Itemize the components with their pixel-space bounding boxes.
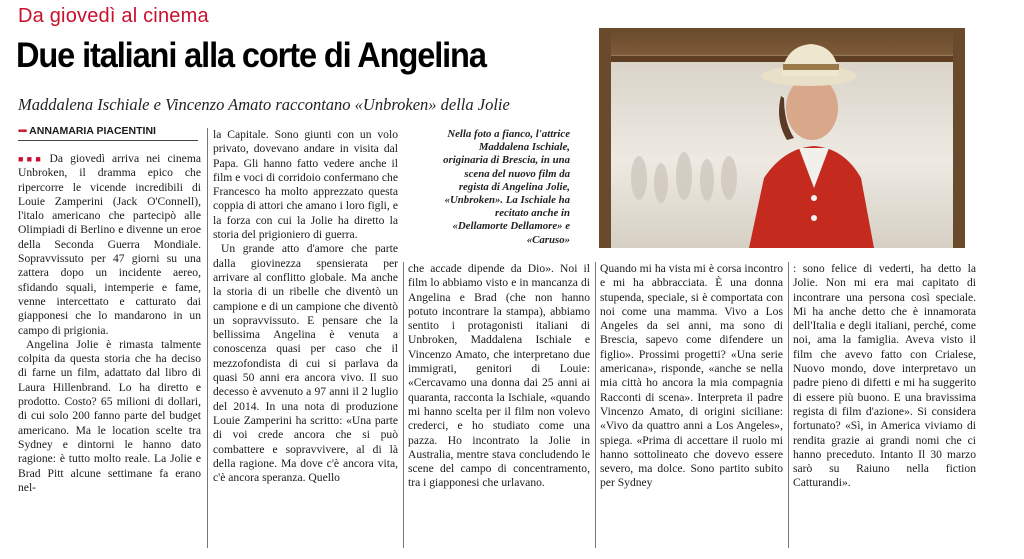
paragraph: : sono felice di vederti, ha detto la Jolie. Non mi era mai capitato di incontrare una persona così speciale. Mi ha anche detto che è innamorata dell'Italia e degli italiani, perché, come noi, ama la famiglia. Aveva visto il film che avevo fatto con Crialese, Nuovo mondo, dove interpretavo un padre pieno di difetti e mi ha suggerito di essere più buono. E una bravissima regista di film d'azione». Si considera fortunato? «Sì, in America viviamo di rendita grazie ai grandi nomi che ci hanno preceduto. Intanto Il 30 marzo sarò su Raiuno nella fiction Catturandi». — [793, 262, 976, 490]
paragraph: che accade dipende da Dio». Noi il film lo abbiamo visto e in mancanza di Angelina e Brad (che non hanno potuto incontrare la stampa), abbiamo sentito i protagonisti italiani di Unbroken, Maddalena Ischiale e Vincenzo Amato, che interpretano due immigrati, genitori di Louie: «Cercavamo una donna dai 25 anni ai quaranta, racconta la Ischiale, «quando mi hanno scelta per il film non volevo crederci, e ho studiato come una pazza. Ho incontrato la Jolie in Australia, mentre stava concludendo le scene del campo di concentramento, tra i giapponesi che urlavano. — [408, 262, 590, 490]
paragraph: Quando mi ha vista mi è corsa incontro e mi ha abbracciata. È una donna stupenda, speciale, si è comportata con noi come una mamma. Vivo a Los Angeles da sei anni, ma sono di Brescia, sapevo come difendere un figlio». Prossimi progetti? «Una serie americana», risponde, «anche se nella mia città ho ancora la mia compagnia Racconti di scena». Interpreta il padre Vincenzo Amato, di origini siciliane: «Vivo da quattro anni a Los Angeles», spiega. «Prima di accettare il ruolo mi hanno sottolineato che dovevo essere severo, ma dolce. Sono partito subito per Sydney — [600, 262, 783, 490]
paragraph: Un grande atto d'amore che parte dalla giovinezza spensierata per arrivare al conflitto globale. Ma anche la storia di un ribelle che diventò un campione e di un campione che diventò un sopravvissuto. E pensare che la bellissima Angelina è venuta a conoscenza quasi per caso che il mezzofondista di cui si parlava da quasi 50 anni era ancora vivo. Il suo decesso è avvenuto a 97 anni il 2 luglio del 2014. In una nota di produzione Louie Zamperini ha scritto: «Una parte di voi crede ancora che si può combattere e sopravvivere, al di là della ragione. Ma dove c'è ancora vita, c'è ancora speranza. Quello — [213, 242, 398, 485]
article-column-4 — [600, 262, 783, 491]
paragraph-marker-icon: ■■■ — [18, 154, 50, 164]
column-divider — [207, 128, 208, 548]
paragraph-text: Da giovedì arriva nei cinema Unbroken, il dramma epico che ripercorre le vicende incredibili di Louie Zamperini (Jack O'Connell), l'italo americano che partecipò alle Olimpiadi di Berlino e divenne un eroe della Seconda Guerra Mondiale. Sopravvissuto per 47 giorni su una zattera dopo un incidente aereo, sfidando squali, intemperie e fame, venne intercettato e catturato dai giapponesi che lo mandarono in un campo di prigionia. — [18, 152, 201, 337]
subtitle: Maddalena Ischiale e Vincenzo Amato raccontano «Unbroken» della Jolie — [18, 95, 510, 114]
byline — [18, 125, 156, 137]
byline-rule — [18, 140, 198, 141]
column-divider — [788, 262, 789, 548]
photo-caption: Nella foto a fianco, l'attrice Maddalena Ischiale, originaria di Brescia, in una scena del nuovo film da regista di Angelina Jolie, «Unbroken». La Ischiale ha recitato anche in «Dellamorte Dellamore» e «Caruso» — [443, 128, 570, 246]
article-column-1 — [18, 152, 201, 495]
byline-marker-icon: ▪▪▪ — [18, 125, 27, 137]
paragraph: Angelina Jolie è rimasta talmente colpita da questa storia che ha deciso di farne un film, adattato dal libro di Laura Hillenbrand. Lo ha diretto e prodotto. Costo? 65 milioni di dollari, di cui solo 200 fanno parte del budget americano. Ma le location scelte tra Sydney e dintorni le hanno dato ragione: è tutto molto reale. La Jolie e Brad Pitt alcune settimane fa erano nel- — [18, 337, 201, 494]
paragraph — [18, 152, 201, 338]
article-column-3 — [408, 262, 590, 491]
byline-author: ANNAMARIA PIACENTINI — [29, 125, 156, 137]
article-photo — [599, 28, 965, 248]
headline: Due italiani alla corte di Angelina — [16, 36, 486, 75]
paragraph: la Capitale. Sono giunti con un volo privato, dovevano andare in visita dal Papa. Gli hanno fatto vedere anche il film e voci di corridoio confermano che Francesco ha molto apprezzato questa coppia di attori che amano i loro figli, e la forza con cui la Jolie ha diretto la storia del prigioniero di guerra. — [213, 128, 398, 242]
column-divider — [595, 262, 596, 548]
kicker: Da giovedì al cinema — [18, 5, 209, 27]
article-column-5 — [793, 262, 976, 491]
film-still-photo-icon — [599, 28, 965, 248]
article-column-2 — [213, 128, 398, 485]
column-divider — [403, 262, 404, 548]
